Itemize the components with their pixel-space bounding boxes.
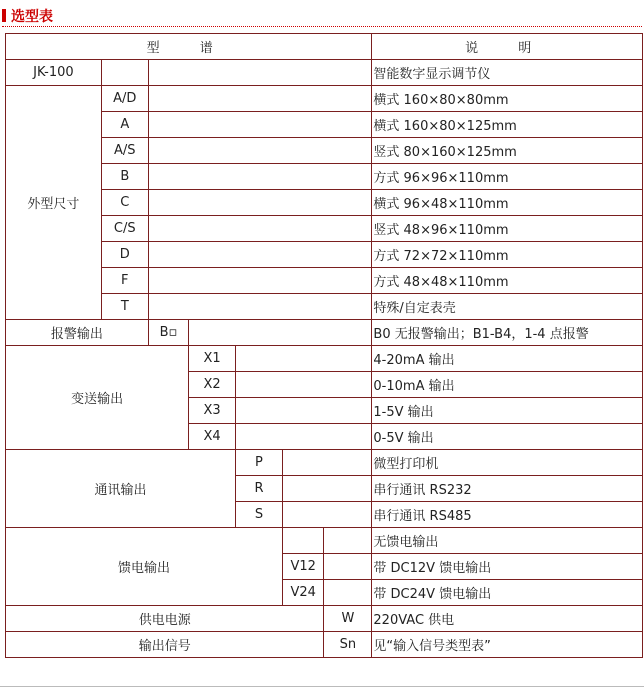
- table-row: [6, 320, 643, 346]
- transmit-desc: 0-10mA 输出: [372, 372, 643, 398]
- table-row: [6, 190, 643, 216]
- header-desc: 说 明: [372, 34, 643, 60]
- signal-code: Sn: [324, 632, 372, 658]
- transmit-desc: 0-5V 输出: [372, 424, 643, 450]
- comm-code: P: [236, 450, 283, 476]
- power-label: 供电电源: [6, 606, 324, 632]
- transmit-desc: 4-20mA 输出: [372, 346, 643, 372]
- model-desc: 智能数字显示调节仪: [372, 60, 643, 86]
- size-desc: 方式 72×72×110mm: [372, 242, 643, 268]
- feed-code: [282, 528, 324, 554]
- size-desc: 方式 48×48×110mm: [372, 268, 643, 294]
- signal-desc: 见“输入信号类型表”: [372, 632, 643, 658]
- selection-table: [5, 33, 643, 658]
- table-row: [6, 164, 643, 190]
- transmit-code: X3: [189, 398, 236, 424]
- header-model: 型 谱: [6, 34, 372, 60]
- table-row: [6, 60, 643, 86]
- table-row: [6, 346, 643, 372]
- size-code: A/D: [101, 86, 148, 112]
- heading-marker: [2, 9, 6, 22]
- transmit-code: X4: [189, 424, 236, 450]
- size-code: A: [101, 112, 148, 138]
- table-row: [6, 138, 643, 164]
- table-row: [6, 86, 643, 112]
- transmit-label: 变送输出: [6, 346, 189, 450]
- model-code: JK-100: [6, 60, 102, 86]
- table-row: [6, 450, 643, 476]
- size-code: A/S: [101, 138, 148, 164]
- section-heading: [2, 4, 642, 27]
- table-row: [6, 268, 643, 294]
- table-row: [6, 294, 643, 320]
- comm-label: 通讯输出: [6, 450, 236, 528]
- header-row: [6, 34, 643, 60]
- comm-desc: 串行通讯 RS485: [372, 502, 643, 528]
- alarm-desc: B0 无报警输出；B1-B4，1-4 点报警: [372, 320, 643, 346]
- size-desc: 横式 160×80×80mm: [372, 86, 643, 112]
- divider: [0, 686, 644, 687]
- size-code: B: [101, 164, 148, 190]
- table-row: [6, 606, 643, 632]
- size-desc: 方式 96×96×110mm: [372, 164, 643, 190]
- feed-desc: 无馈电输出: [372, 528, 643, 554]
- size-desc: 横式 160×80×125mm: [372, 112, 643, 138]
- feed-code: V12: [282, 554, 324, 580]
- table-row: [6, 112, 643, 138]
- heading-text: 选型表: [11, 9, 53, 25]
- size-label: 外型尺寸: [6, 86, 102, 320]
- feed-code: V24: [282, 580, 324, 606]
- comm-code: R: [236, 476, 283, 502]
- comm-code: S: [236, 502, 283, 528]
- size-desc: 横式 96×48×110mm: [372, 190, 643, 216]
- feed-desc: 带 DC24V 馈电输出: [372, 580, 643, 606]
- transmit-desc: 1-5V 输出: [372, 398, 643, 424]
- transmit-code: X1: [189, 346, 236, 372]
- size-desc: 竖式 80×160×125mm: [372, 138, 643, 164]
- alarm-label: 报警输出: [6, 320, 149, 346]
- alarm-code: B▫: [148, 320, 188, 346]
- size-code: C/S: [101, 216, 148, 242]
- size-code: T: [101, 294, 148, 320]
- size-desc: 竖式 48×96×110mm: [372, 216, 643, 242]
- comm-desc: 串行通讯 RS232: [372, 476, 643, 502]
- power-code: W: [324, 606, 372, 632]
- power-desc: 220VAC 供电: [372, 606, 643, 632]
- size-code: F: [101, 268, 148, 294]
- signal-label: 输出信号: [6, 632, 324, 658]
- size-desc: 特殊/自定表壳: [372, 294, 643, 320]
- feed-desc: 带 DC12V 馈电输出: [372, 554, 643, 580]
- feed-label: 馈电输出: [6, 528, 283, 606]
- size-code: C: [101, 190, 148, 216]
- comm-desc: 微型打印机: [372, 450, 643, 476]
- table-row: [6, 242, 643, 268]
- transmit-code: X2: [189, 372, 236, 398]
- size-code: D: [101, 242, 148, 268]
- table-row: [6, 216, 643, 242]
- table-row: [6, 632, 643, 658]
- table-row: [6, 528, 643, 554]
